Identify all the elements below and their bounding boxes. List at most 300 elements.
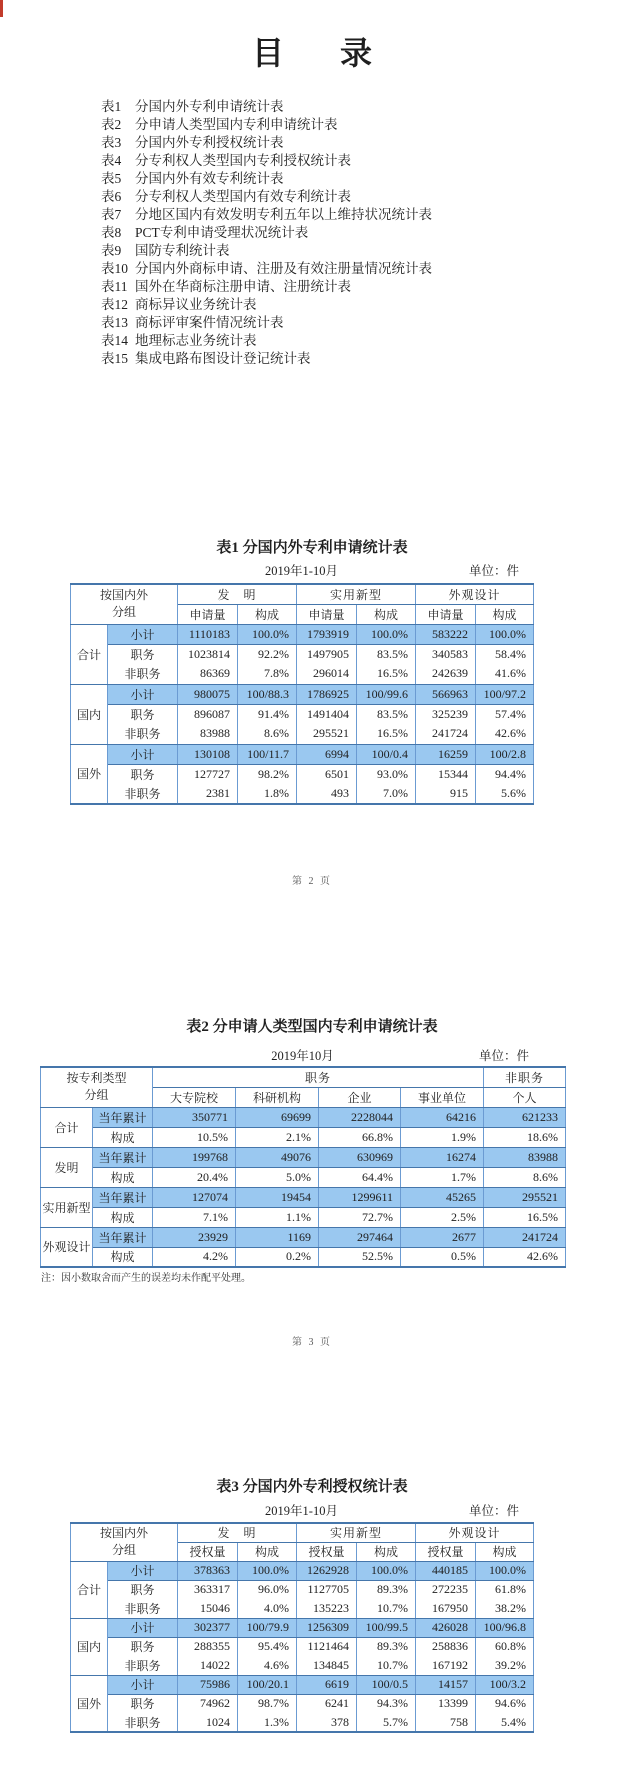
- toc-item: [101, 314, 432, 332]
- cell-value: 295521: [484, 1187, 566, 1207]
- row-label: 职务: [108, 764, 178, 784]
- table3-unit: 单位：件: [468, 1504, 519, 1518]
- toc-item-number: 表7: [101, 207, 122, 222]
- cell-value: 45265: [401, 1187, 484, 1207]
- cell-value: 57.4%: [476, 704, 534, 724]
- cell-value: 199768: [153, 1147, 236, 1167]
- table3-period: 2019年1-10月: [265, 1504, 338, 1518]
- row-group-name: 国外: [71, 1675, 108, 1732]
- row-group-header: 按国内外 分组: [71, 584, 178, 624]
- page3-footer: 第 3 页: [292, 1337, 332, 1348]
- cell-value: 16259: [416, 744, 476, 764]
- cell-value: 2.1%: [236, 1127, 319, 1147]
- cell-value: 83.5%: [357, 704, 416, 724]
- cell-value: 100.0%: [238, 624, 297, 644]
- column-group-header: 发 明: [178, 1523, 297, 1542]
- cell-value: 130108: [178, 744, 238, 764]
- cell-value: 8.6%: [484, 1167, 566, 1187]
- toc-item: [101, 296, 432, 314]
- cell-value: 20.4%: [153, 1167, 236, 1187]
- cell-value: 1127705: [297, 1580, 357, 1599]
- table-row: [41, 1227, 566, 1247]
- toc-title: 目 录: [251, 35, 384, 71]
- table1-period: 2019年1-10月: [265, 564, 338, 578]
- table-row: [71, 764, 534, 784]
- row-group-name: 实用新型: [41, 1187, 93, 1227]
- row-label: 职务: [108, 1637, 178, 1656]
- cell-value: 89.3%: [357, 1580, 416, 1599]
- cell-value: 5.7%: [357, 1713, 416, 1732]
- toc-item: [101, 332, 432, 350]
- cell-value: 100.0%: [357, 1561, 416, 1580]
- cell-value: 1.7%: [401, 1167, 484, 1187]
- cell-value: 1023814: [178, 644, 238, 664]
- column-group-header: 外观设计: [416, 584, 534, 604]
- cell-value: 258836: [416, 1637, 476, 1656]
- column-subheader: 构成: [238, 604, 297, 624]
- table3-meta: [70, 1501, 533, 1517]
- cell-value: 4.6%: [238, 1656, 297, 1675]
- toc-item-title: 分地区国内有效发明专利五年以上维持状况统计表: [135, 207, 432, 222]
- cell-value: 915: [416, 784, 476, 804]
- table-row: [41, 1147, 566, 1167]
- row-group-name: 国内: [71, 684, 108, 744]
- toc-item: [101, 350, 432, 368]
- toc-item-title: 分专利权人类型国内专利授权统计表: [135, 153, 351, 168]
- page2-footer: 第 2 页: [292, 876, 332, 887]
- cell-value: 23929: [153, 1227, 236, 1247]
- cell-value: 16274: [401, 1147, 484, 1167]
- toc-item-number: 表14: [101, 333, 128, 348]
- cell-value: 10.7%: [357, 1656, 416, 1675]
- toc-item: [101, 134, 432, 152]
- row-group-name: 外观设计: [41, 1227, 93, 1267]
- toc-item-title: 分国内外专利申请统计表: [135, 99, 284, 114]
- column-subheader: 构成: [476, 604, 534, 624]
- cell-value: 1793919: [297, 624, 357, 644]
- toc-item-number: 表3: [101, 135, 122, 150]
- cell-value: 1497905: [297, 644, 357, 664]
- table2-title: 表2 分申请人类型国内专利申请统计表: [186, 1019, 438, 1035]
- cell-value: 100/99.6: [357, 684, 416, 704]
- row-label: 非职务: [108, 784, 178, 804]
- cell-value: 566963: [416, 684, 476, 704]
- column-subheader: 构成: [357, 604, 416, 624]
- cell-value: 100.0%: [357, 624, 416, 644]
- cell-value: 6619: [297, 1675, 357, 1694]
- toc-item-title: 分国内外专利授权统计表: [135, 135, 284, 150]
- row-group-header: 按专利类型 分组: [41, 1067, 153, 1107]
- row-label: 当年累计: [93, 1227, 153, 1247]
- toc-item-number: 表2: [101, 117, 122, 132]
- column-subheader: 申请量: [178, 604, 238, 624]
- cell-value: 95.4%: [238, 1637, 297, 1656]
- row-group-name: 合计: [71, 624, 108, 684]
- table-row: [41, 1127, 566, 1147]
- cell-value: 64.4%: [319, 1167, 401, 1187]
- table2-unit: 单位：件: [478, 1049, 529, 1063]
- table-row: [71, 1694, 534, 1713]
- row-group-name: 国外: [71, 744, 108, 804]
- cell-value: 60.8%: [476, 1637, 534, 1656]
- cell-value: 296014: [297, 664, 357, 684]
- cell-value: 980075: [178, 684, 238, 704]
- toc-item-title: 分国内外有效专利统计表: [135, 171, 284, 186]
- table-row: [71, 1637, 534, 1656]
- cell-value: 241724: [416, 724, 476, 744]
- cell-value: 74962: [178, 1694, 238, 1713]
- cell-value: 100/97.2: [476, 684, 534, 704]
- table-row: [71, 1675, 534, 1694]
- toc-item: [101, 242, 432, 260]
- table-row: [41, 1167, 566, 1187]
- cell-value: 2677: [401, 1227, 484, 1247]
- cell-value: 100/96.8: [476, 1618, 534, 1637]
- cell-value: 134845: [297, 1656, 357, 1675]
- toc-item-title: 商标评审案件情况统计表: [135, 315, 284, 330]
- header-row: [71, 1523, 534, 1542]
- cell-value: 86369: [178, 664, 238, 684]
- column-subheader: 授权量: [297, 1542, 357, 1561]
- cell-value: 583222: [416, 624, 476, 644]
- cell-value: 1.3%: [238, 1713, 297, 1732]
- row-label: 小计: [108, 684, 178, 704]
- row-label: 构成: [93, 1167, 153, 1187]
- cell-value: 167950: [416, 1599, 476, 1618]
- cell-value: 1256309: [297, 1618, 357, 1637]
- cell-value: 72.7%: [319, 1207, 401, 1227]
- cell-value: 1.9%: [401, 1127, 484, 1147]
- cell-value: 100/88.3: [238, 684, 297, 704]
- cell-value: 14157: [416, 1675, 476, 1694]
- cell-value: 272235: [416, 1580, 476, 1599]
- column-subheader: 企业: [319, 1087, 401, 1107]
- table1-title: 表1 分国内外专利申请统计表: [216, 540, 408, 556]
- table-row: [41, 1107, 566, 1127]
- cell-value: 295521: [297, 724, 357, 744]
- cell-value: 1121464: [297, 1637, 357, 1656]
- table3-title: 表3 分国内外专利授权统计表: [216, 1479, 408, 1495]
- cell-value: 5.4%: [476, 1713, 534, 1732]
- row-label: 构成: [93, 1207, 153, 1227]
- table1-unit: 单位：件: [468, 564, 519, 578]
- column-subheader: 构成: [357, 1542, 416, 1561]
- table-row: [71, 1561, 534, 1580]
- column-group-header: 非职务: [484, 1067, 566, 1087]
- cell-value: 100/0.5: [357, 1675, 416, 1694]
- table-row: [71, 1599, 534, 1618]
- cell-value: 4.0%: [238, 1599, 297, 1618]
- table-row: [71, 664, 534, 684]
- column-subheader: 大专院校: [153, 1087, 236, 1107]
- toc-item-title: PCT专利申请受理状况统计表: [135, 225, 309, 240]
- cell-value: 2.5%: [401, 1207, 484, 1227]
- row-label: 小计: [108, 1675, 178, 1694]
- cell-value: 96.0%: [238, 1580, 297, 1599]
- cell-value: 758: [416, 1713, 476, 1732]
- cell-value: 135223: [297, 1599, 357, 1618]
- cell-value: 83.5%: [357, 644, 416, 664]
- toc-item-number: 表4: [101, 153, 122, 168]
- cell-value: 8.6%: [238, 724, 297, 744]
- cell-value: 98.2%: [238, 764, 297, 784]
- row-label: 职务: [108, 1580, 178, 1599]
- table-row: [41, 1247, 566, 1267]
- cell-value: 1024: [178, 1713, 238, 1732]
- row-label: 职务: [108, 1694, 178, 1713]
- toc-item-number: 表11: [101, 279, 128, 294]
- cell-value: 426028: [416, 1618, 476, 1637]
- toc-item-title: 集成电路布图设计登记统计表: [135, 351, 311, 366]
- column-subheader: 授权量: [178, 1542, 238, 1561]
- toc-item-title: 分专利权人类型国内有效专利统计表: [135, 189, 351, 204]
- table3-container: [70, 1522, 534, 1733]
- cell-value: 100.0%: [476, 624, 534, 644]
- cell-value: 440185: [416, 1561, 476, 1580]
- cell-value: 6501: [297, 764, 357, 784]
- cell-value: 1299611: [319, 1187, 401, 1207]
- table2-container: [40, 1066, 566, 1268]
- row-group-header: 按国内外 分组: [71, 1523, 178, 1561]
- statistics-table: [40, 1066, 566, 1268]
- cell-value: 5.0%: [236, 1167, 319, 1187]
- toc-item: [101, 170, 432, 188]
- toc-item-number: 表9: [101, 243, 122, 258]
- cell-value: 10.7%: [357, 1599, 416, 1618]
- table-row: [71, 784, 534, 804]
- cell-value: 61.8%: [476, 1580, 534, 1599]
- cell-value: 7.8%: [238, 664, 297, 684]
- column-subheader: 构成: [476, 1542, 534, 1561]
- toc-item: [101, 116, 432, 134]
- cell-value: 350771: [153, 1107, 236, 1127]
- cell-value: 10.5%: [153, 1127, 236, 1147]
- header-row: [71, 584, 534, 604]
- cell-value: 16.5%: [357, 664, 416, 684]
- cell-value: 100/99.5: [357, 1618, 416, 1637]
- column-subheader: 申请量: [297, 604, 357, 624]
- table-row: [71, 744, 534, 764]
- toc-item: [101, 224, 432, 242]
- cell-value: 1110183: [178, 624, 238, 644]
- cell-value: 297464: [319, 1227, 401, 1247]
- cell-value: 58.4%: [476, 644, 534, 664]
- cell-value: 18.6%: [484, 1127, 566, 1147]
- table-row: [71, 704, 534, 724]
- row-label: 小计: [108, 1618, 178, 1637]
- cell-value: 16.5%: [484, 1207, 566, 1227]
- cell-value: 100/2.8: [476, 744, 534, 764]
- row-label: 非职务: [108, 1656, 178, 1675]
- statistics-table: [70, 583, 534, 805]
- cell-value: 1262928: [297, 1561, 357, 1580]
- table-row: [71, 1580, 534, 1599]
- table1-meta: [70, 561, 533, 577]
- row-group-name: 国内: [71, 1618, 108, 1675]
- toc-item: [101, 152, 432, 170]
- cell-value: 13399: [416, 1694, 476, 1713]
- row-label: 构成: [93, 1247, 153, 1267]
- column-group-header: 实用新型: [297, 1523, 416, 1542]
- row-group-name: 发明: [41, 1147, 93, 1187]
- cell-value: 49076: [236, 1147, 319, 1167]
- toc-item-title: 地理标志业务统计表: [135, 333, 257, 348]
- toc-item-title: 分国内外商标申请、注册及有效注册量情况统计表: [135, 261, 432, 276]
- cell-value: 41.6%: [476, 664, 534, 684]
- cell-value: 621233: [484, 1107, 566, 1127]
- cell-value: 93.0%: [357, 764, 416, 784]
- toc-item-title: 国防专利统计表: [135, 243, 230, 258]
- cell-value: 6994: [297, 744, 357, 764]
- cell-value: 1169: [236, 1227, 319, 1247]
- row-label: 当年累计: [93, 1187, 153, 1207]
- table-row: [71, 1618, 534, 1637]
- table2-meta: [40, 1046, 565, 1062]
- cell-value: 242639: [416, 664, 476, 684]
- table-row: [71, 624, 534, 644]
- table-row: [41, 1207, 566, 1227]
- toc-item: [101, 260, 432, 278]
- column-group-header: 职务: [153, 1067, 484, 1087]
- table-row: [41, 1187, 566, 1207]
- row-label: 非职务: [108, 1599, 178, 1618]
- column-subheader: 构成: [238, 1542, 297, 1561]
- cell-value: 39.2%: [476, 1656, 534, 1675]
- row-label: 非职务: [108, 664, 178, 684]
- table-row: [71, 1713, 534, 1732]
- cell-value: 5.6%: [476, 784, 534, 804]
- cell-value: 98.7%: [238, 1694, 297, 1713]
- cell-value: 6241: [297, 1694, 357, 1713]
- cell-value: 52.5%: [319, 1247, 401, 1267]
- row-group-name: 合计: [71, 1561, 108, 1618]
- cell-value: 127727: [178, 764, 238, 784]
- toc-item-title: 国外在华商标注册申请、注册统计表: [135, 279, 351, 294]
- cell-value: 2381: [178, 784, 238, 804]
- toc-item-number: 表1: [101, 99, 122, 114]
- cell-value: 1491404: [297, 704, 357, 724]
- cell-value: 42.6%: [484, 1247, 566, 1267]
- cell-value: 0.5%: [401, 1247, 484, 1267]
- cell-value: 14022: [178, 1656, 238, 1675]
- row-group-name: 合计: [41, 1107, 93, 1147]
- table-row: [71, 1656, 534, 1675]
- row-label: 小计: [108, 1561, 178, 1580]
- row-label: 当年累计: [93, 1147, 153, 1167]
- scan-artifact-mark: [0, 0, 3, 17]
- toc-item-number: 表6: [101, 189, 122, 204]
- table-row: [71, 724, 534, 744]
- cell-value: 1.1%: [236, 1207, 319, 1227]
- cell-value: 100.0%: [476, 1561, 534, 1580]
- row-label: 当年累计: [93, 1107, 153, 1127]
- cell-value: 19454: [236, 1187, 319, 1207]
- cell-value: 7.1%: [153, 1207, 236, 1227]
- header-row: [41, 1067, 566, 1087]
- cell-value: 7.0%: [357, 784, 416, 804]
- statistics-table: [70, 1522, 534, 1733]
- toc-item-number: 表5: [101, 171, 122, 186]
- table2-period: 2019年10月: [271, 1049, 334, 1063]
- cell-value: 42.6%: [476, 724, 534, 744]
- cell-value: 1.8%: [238, 784, 297, 804]
- column-group-header: 发 明: [178, 584, 297, 604]
- cell-value: 288355: [178, 1637, 238, 1656]
- cell-value: 100/79.9: [238, 1618, 297, 1637]
- cell-value: 167192: [416, 1656, 476, 1675]
- cell-value: 75986: [178, 1675, 238, 1694]
- cell-value: 241724: [484, 1227, 566, 1247]
- row-label: 小计: [108, 624, 178, 644]
- cell-value: 66.8%: [319, 1127, 401, 1147]
- cell-value: 630969: [319, 1147, 401, 1167]
- toc-item-title: 商标异议业务统计表: [135, 297, 257, 312]
- cell-value: 100/3.2: [476, 1675, 534, 1694]
- toc-item: [101, 206, 432, 224]
- cell-value: 92.2%: [238, 644, 297, 664]
- column-subheader: 申请量: [416, 604, 476, 624]
- column-group-header: 外观设计: [416, 1523, 534, 1542]
- toc-item-number: 表12: [101, 297, 128, 312]
- cell-value: 340583: [416, 644, 476, 664]
- column-subheader: 授权量: [416, 1542, 476, 1561]
- row-label: 构成: [93, 1127, 153, 1147]
- table2-note: 注：因小数取舍而产生的误差均未作配平处理。: [41, 1273, 251, 1284]
- cell-value: 325239: [416, 704, 476, 724]
- cell-value: 493: [297, 784, 357, 804]
- cell-value: 83988: [178, 724, 238, 744]
- cell-value: 94.4%: [476, 764, 534, 784]
- cell-value: 94.6%: [476, 1694, 534, 1713]
- cell-value: 91.4%: [238, 704, 297, 724]
- cell-value: 1786925: [297, 684, 357, 704]
- toc-item-title: 分申请人类型国内专利申请统计表: [135, 117, 338, 132]
- column-subheader: 科研机构: [236, 1087, 319, 1107]
- row-label: 非职务: [108, 1713, 178, 1732]
- table1-container: [70, 583, 534, 805]
- toc-item: [101, 188, 432, 206]
- toc-item: [101, 278, 432, 296]
- cell-value: 2228044: [319, 1107, 401, 1127]
- toc-list: [101, 98, 432, 368]
- toc-item-number: 表13: [101, 315, 128, 330]
- cell-value: 94.3%: [357, 1694, 416, 1713]
- row-label: 职务: [108, 704, 178, 724]
- cell-value: 16.5%: [357, 724, 416, 744]
- toc-item: [101, 98, 432, 116]
- column-group-header: 实用新型: [297, 584, 416, 604]
- cell-value: 378363: [178, 1561, 238, 1580]
- table-row: [71, 644, 534, 664]
- cell-value: 83988: [484, 1147, 566, 1167]
- cell-value: 100/0.4: [357, 744, 416, 764]
- cell-value: 302377: [178, 1618, 238, 1637]
- row-label: 职务: [108, 644, 178, 664]
- cell-value: 69699: [236, 1107, 319, 1127]
- column-subheader: 个人: [484, 1087, 566, 1107]
- row-label: 非职务: [108, 724, 178, 744]
- cell-value: 100/11.7: [238, 744, 297, 764]
- cell-value: 100/20.1: [238, 1675, 297, 1694]
- cell-value: 38.2%: [476, 1599, 534, 1618]
- cell-value: 363317: [178, 1580, 238, 1599]
- row-label: 小计: [108, 744, 178, 764]
- cell-value: 127074: [153, 1187, 236, 1207]
- toc-item-number: 表8: [101, 225, 122, 240]
- toc-item-number: 表10: [101, 261, 128, 276]
- cell-value: 896087: [178, 704, 238, 724]
- column-subheader: 事业单位: [401, 1087, 484, 1107]
